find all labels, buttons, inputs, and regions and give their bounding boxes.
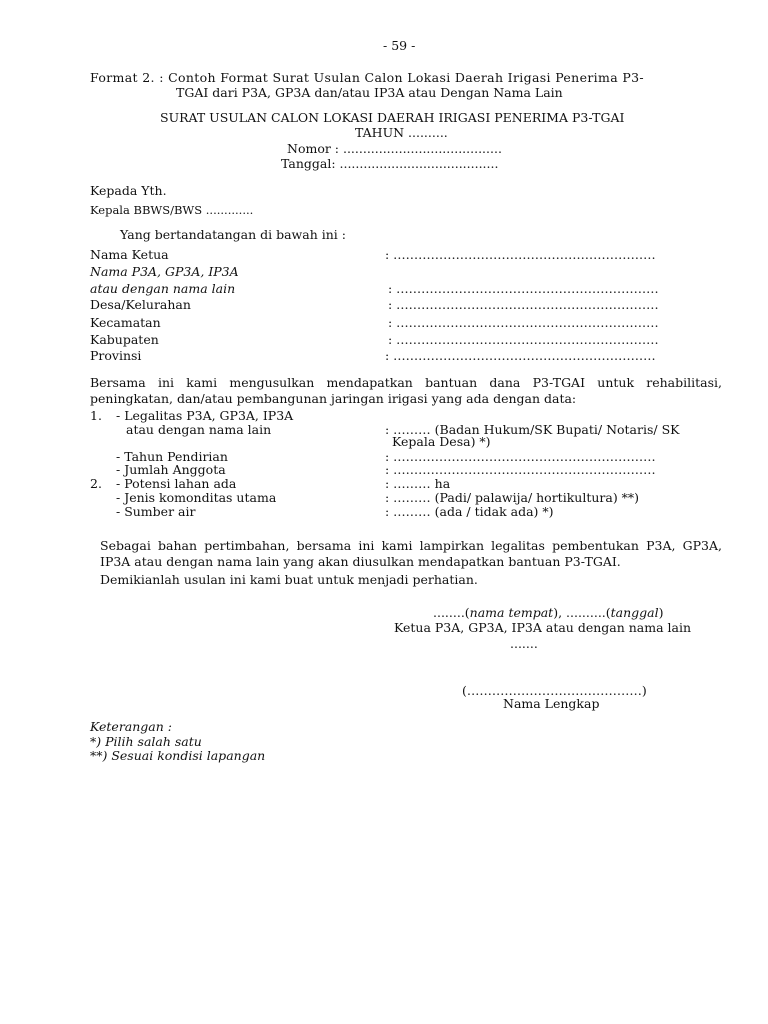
note-2: **) Sesuai kondisi lapangan: [90, 748, 266, 763]
item-label-legalitas-cont: atau dengan nama lain: [126, 422, 272, 437]
signature-place: nama tempat: [469, 605, 554, 620]
signature-place-date: [433, 605, 664, 621]
format-header-line2: TGAI dari P3A, GP3A dan/atau IP3A atau Dengan Nama Lain: [176, 85, 563, 100]
format-header-line1: Format 2. : Contoh Format Surat Usulan Calon Lokasi Daerah Irigasi Penerima P3-: [90, 70, 644, 85]
signature-role-dots: .......: [510, 636, 538, 651]
field-value-provinsi: : ………………………………………………………: [385, 348, 656, 363]
signature-name-placeholder: (……………………………………): [462, 683, 647, 698]
item-number-2: 2.: [90, 476, 102, 491]
item-value-jenis-komoditas: : ……… (Padi/ palawija/ hortikultura) **): [385, 490, 640, 505]
field-label-nama-p3a: Nama P3A, GP3A, IP3A: [90, 264, 239, 279]
item-value-sumber-air: : ……… (ada / tidak ada) *): [385, 504, 554, 519]
field-value-nama-lain: : ………………………………………………………: [388, 281, 659, 296]
item-label-potensi-lahan: - Potensi lahan ada: [116, 476, 237, 491]
item-label-jumlah-anggota: - Jumlah Anggota: [116, 462, 226, 477]
document-title: SURAT USULAN CALON LOKASI DAERAH IRIGASI PENERIMA P3-TGAI: [160, 110, 625, 125]
field-value-kabupaten: : ………………………………………………………: [388, 332, 659, 347]
item-value-legalitas: : ……… (Badan Hukum/SK Bupati/ Notaris/ SK: [385, 422, 680, 437]
field-label-kabupaten: Kabupaten: [90, 332, 159, 347]
signature-role: Ketua P3A, GP3A, IP3A atau dengan nama lain: [394, 620, 692, 635]
page-number: - 59 -: [383, 38, 416, 53]
closing-paragraph: Demikianlah usulan ini kami buat untuk menjadi perhatian.: [100, 572, 478, 587]
signature-place-mid: ), ..........(: [553, 605, 611, 620]
field-label-nama-lain: atau dengan nama lain: [90, 281, 236, 296]
notes-heading: Keterangan :: [90, 719, 172, 734]
signature-place-prefix: ........(: [433, 605, 470, 620]
field-label-kecamatan: Kecamatan: [90, 315, 161, 330]
document-number: Nomor : ........................................: [287, 141, 502, 156]
document-title-year: TAHUN ..........: [355, 125, 448, 140]
item-label-jenis-komoditas: - Jenis komonditas utama: [116, 490, 277, 505]
field-value-nama-ketua: : ………………………………………………………: [385, 247, 656, 262]
item-value-tahun-pendirian: : ………………………………………………………: [385, 449, 656, 464]
signature-name-label: Nama Lengkap: [503, 696, 600, 711]
item-number-1: 1.: [90, 408, 102, 423]
field-value-kecamatan: : ………………………………………………………: [388, 315, 659, 330]
intro-text: Yang bertandatangan di bawah ini :: [120, 227, 346, 242]
note-1: *) Pilih salah satu: [90, 734, 202, 749]
item-value-legalitas-cont: Kepala Desa) *): [392, 434, 491, 449]
field-label-desa: Desa/Kelurahan: [90, 297, 191, 312]
field-label-nama-ketua: Nama Ketua: [90, 247, 169, 262]
item-value-potensi-lahan: : ……… ha: [385, 476, 451, 491]
document-date: Tanggal: ........................................: [281, 156, 499, 171]
item-label-sumber-air: - Sumber air: [116, 504, 196, 519]
addressee-name: Kepala BBWS/BWS .............: [90, 203, 254, 217]
proposal-paragraph: Bersama ini kami mengusulkan mendapatkan bantuan dana P3-TGAI untuk rehabilitasi, peningkatan, dan/atau pembangunan jaringan irigasi yang ada dengan data:: [90, 375, 722, 406]
signature-place-suffix: ): [658, 605, 664, 620]
signature-date: tanggal: [610, 605, 659, 620]
consideration-paragraph: Sebagai bahan pertimbahan, bersama ini kami lampirkan legalitas pembentukan P3A, GP3A, IP3A atau dengan nama lain yang akan diusulkan mendapatkan bantuan P3-TGAI.: [100, 538, 722, 569]
item-value-jumlah-anggota: : ………………………………………………………: [385, 462, 656, 477]
field-value-desa: : ………………………………………………………: [388, 297, 659, 312]
item-label-legalitas: - Legalitas P3A, GP3A, IP3A: [116, 408, 294, 423]
addressee-greeting: Kepada Yth.: [90, 183, 167, 198]
field-label-provinsi: Provinsi: [90, 348, 142, 363]
item-label-tahun-pendirian: - Tahun Pendirian: [116, 449, 228, 464]
